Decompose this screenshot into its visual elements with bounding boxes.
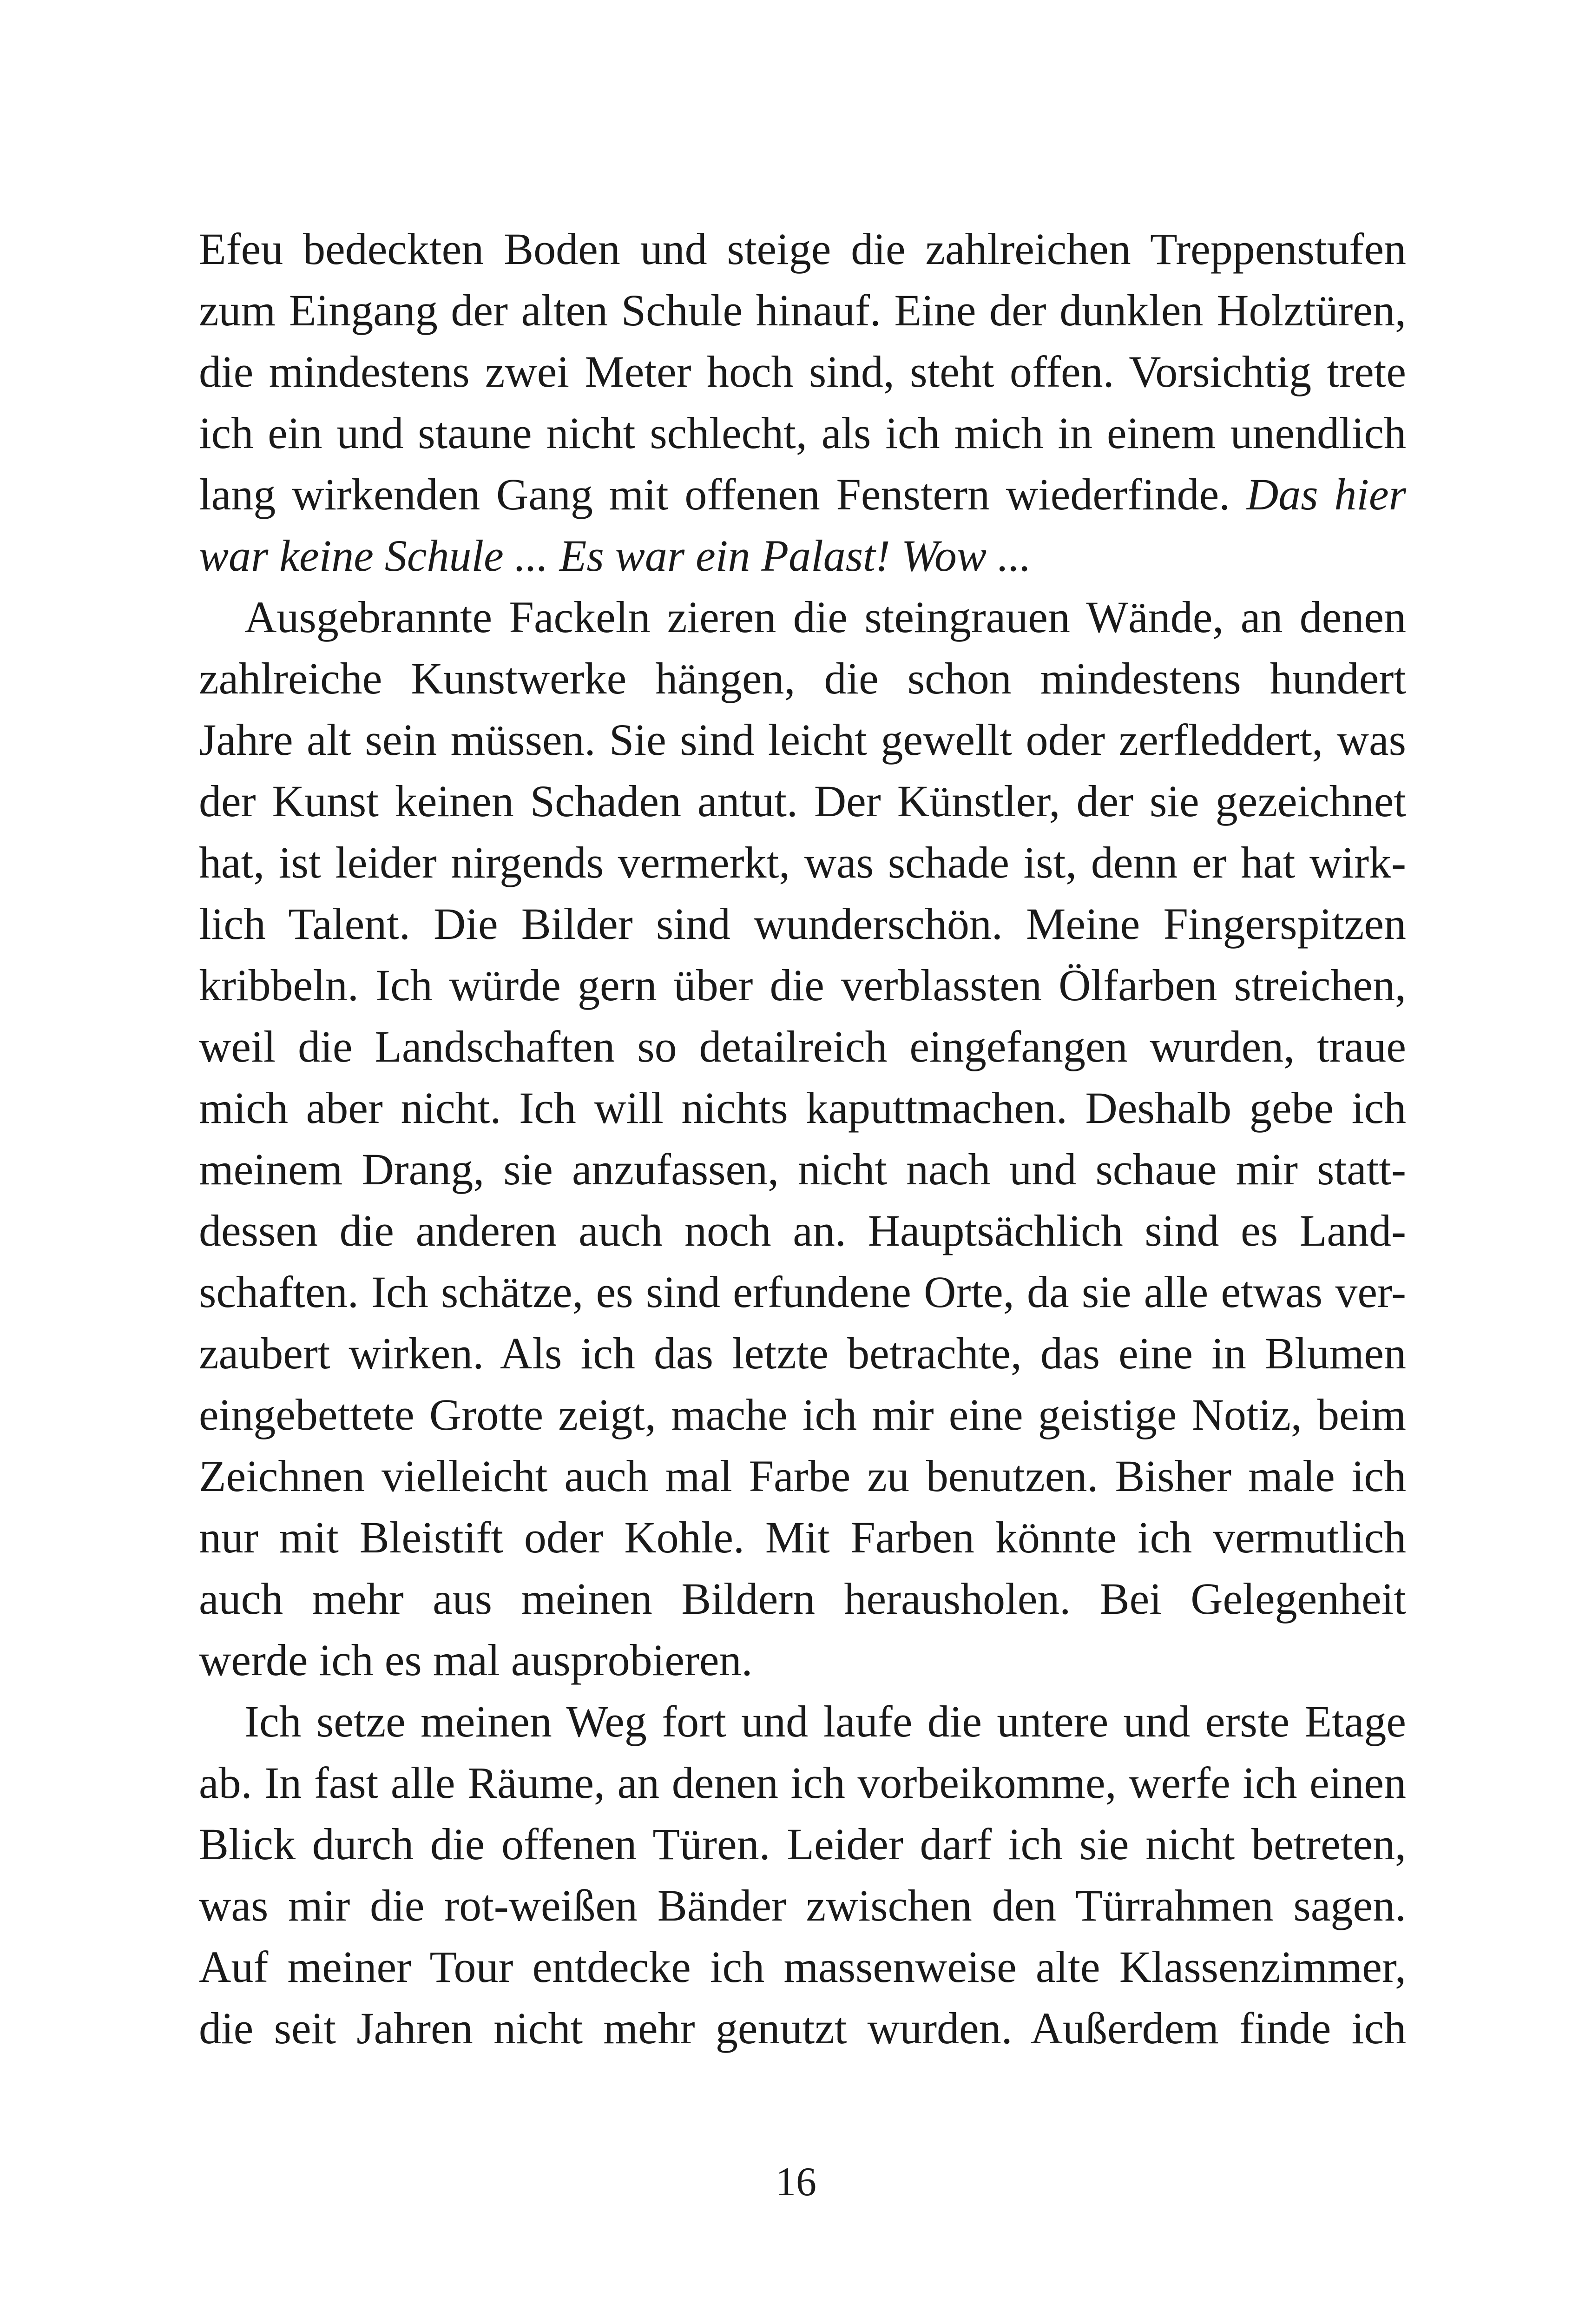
text-line: Jahre alt sein müssen. Sie sind leicht gewellt oder zerfleddert, was bbox=[199, 715, 1406, 765]
text-line: die seit Jahren nicht mehr genutzt wurden. Außerdem finde ich bbox=[199, 2003, 1406, 2053]
page-number: 16 bbox=[776, 2159, 816, 2205]
text-line-italic bbox=[199, 525, 1406, 587]
italic-fragment: war keine Schule ... Es war ein Palast! Wow ... bbox=[199, 531, 1031, 581]
text-line: Blick durch die offenen Türen. Leider darf ich sie nicht betreten, bbox=[199, 1819, 1406, 1869]
text-line: lich Talent. Die Bilder sind wunderschön. Meine Fingerspitzen bbox=[199, 899, 1406, 949]
text-line: die mindestens zwei Meter hoch sind, steht offen. Vorsichtig trete bbox=[199, 347, 1406, 396]
text-line: Zeichnen vielleicht auch mal Farbe zu benutzen. Bisher male ich bbox=[199, 1451, 1406, 1501]
text-line: zaubert wirken. Als ich das letzte betrachte, das eine in Blumen bbox=[199, 1328, 1406, 1378]
text-line: zum Eingang der alten Schule hinauf. Eine der dunklen Holztüren, bbox=[199, 285, 1406, 335]
text-line: mich aber nicht. Ich will nichts kaputtmachen. Deshalb gebe ich bbox=[199, 1083, 1406, 1133]
text-line: hat, ist leider nirgends vermerkt, was schade ist, denn er hat wirk- bbox=[199, 838, 1406, 887]
paragraph-start: Ausgebrannte Fackeln zieren die steingrauen Wände, an denen bbox=[244, 592, 1406, 642]
text-line: was mir die rot-weißen Bänder zwischen den Türrahmen sagen. bbox=[199, 1881, 1406, 1930]
text-line: kribbeln. Ich würde gern über die verblassten Ölfarben streichen, bbox=[199, 960, 1406, 1010]
text-line: nur mit Bleistift oder Kohle. Mit Farben könnte ich vermutlich bbox=[199, 1512, 1406, 1562]
text-line: meinem Drang, sie anzufassen, nicht nach und schaue mir statt- bbox=[199, 1144, 1406, 1194]
text-fragment: lang wirkenden Gang mit offenen Fenstern wiederfinde. bbox=[199, 469, 1230, 519]
paragraph-end: werde ich es mal ausprobieren. bbox=[199, 1635, 753, 1685]
text-line: ab. In fast alle Räume, an denen ich vorbeikomme, werfe ich einen bbox=[199, 1758, 1406, 1808]
italic-fragment: Das hier bbox=[1246, 469, 1407, 519]
text-line bbox=[199, 464, 1406, 525]
paragraph-start: Ich setze meinen Weg fort und laufe die untere und erste Etage bbox=[244, 1697, 1406, 1746]
text-line: schaften. Ich schätze, es sind erfundene Orte, da sie alle etwas ver- bbox=[199, 1267, 1406, 1317]
text-line: weil die Landschaften so detailreich eingefangen wurden, traue bbox=[199, 1022, 1406, 1071]
body-text bbox=[199, 218, 1406, 2059]
text-line: ich ein und staune nicht schlecht, als ich mich in einem unendlich bbox=[199, 408, 1406, 458]
text-line: zahlreiche Kunstwerke hängen, die schon mindestens hundert bbox=[199, 654, 1406, 703]
text-line: auch mehr aus meinen Bildern herausholen. Bei Gelegenheit bbox=[199, 1574, 1406, 1624]
text-line: Auf meiner Tour entdecke ich massenweise alte Klassenzimmer, bbox=[199, 1942, 1406, 1992]
text-line: eingebettete Grotte zeigt, mache ich mir eine geistige Notiz, beim bbox=[199, 1390, 1406, 1439]
text-line: dessen die anderen auch noch an. Hauptsächlich sind es Land- bbox=[199, 1206, 1406, 1255]
text-line: Efeu bedeckten Boden und steige die zahlreichen Treppenstufen bbox=[199, 224, 1406, 274]
text-line: der Kunst keinen Schaden antut. Der Künstler, der sie gezeichnet bbox=[199, 776, 1406, 826]
